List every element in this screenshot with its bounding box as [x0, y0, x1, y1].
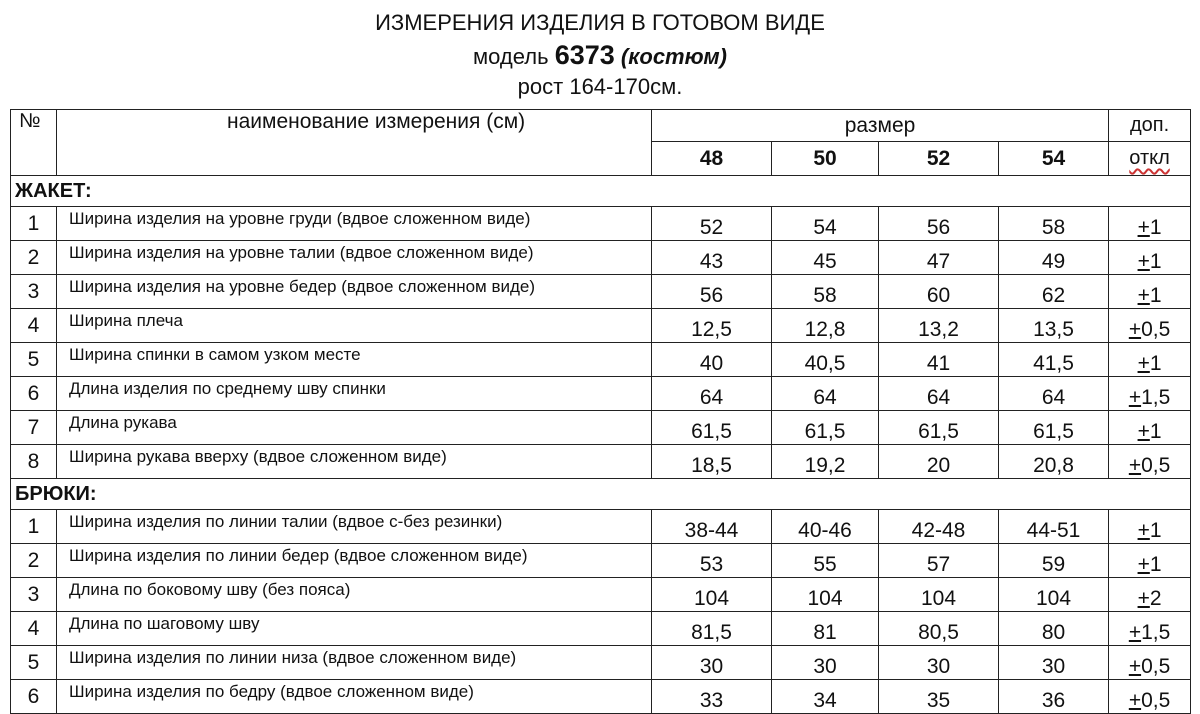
size-value-cell: 34	[772, 680, 879, 714]
row-number: 3	[11, 275, 57, 309]
size-value-cell: 61,5	[879, 411, 999, 445]
column-tolerance-header: доп.	[1109, 110, 1191, 142]
tolerance-value: 1	[1149, 284, 1162, 307]
size-value-cell: 20,8	[999, 445, 1109, 479]
size-value-cell: 20	[879, 445, 999, 479]
size-value-cell: 30	[879, 646, 999, 680]
size-value-cell: 61,5	[772, 411, 879, 445]
size-value-cell: 41,5	[999, 343, 1109, 377]
size-value-cell: 104	[879, 578, 999, 612]
table-row	[11, 411, 1191, 445]
section-title: ЖАКЕТ:	[11, 176, 1191, 207]
plus-minus-symbol: +	[1137, 250, 1150, 273]
plus-minus-symbol: +	[1137, 553, 1150, 576]
size-value-cell: 81,5	[652, 612, 772, 646]
size-value-cell: 58	[772, 275, 879, 309]
tolerance-cell	[1109, 411, 1191, 445]
plus-minus-symbol: +	[1128, 318, 1142, 341]
table-row	[11, 612, 1191, 646]
tolerance-cell	[1109, 241, 1191, 275]
size-value-cell: 45	[772, 241, 879, 275]
size-value-cell: 58	[999, 207, 1109, 241]
plus-minus-symbol: +	[1137, 352, 1150, 375]
size-value-cell: 40-46	[772, 510, 879, 544]
size-value-cell: 12,8	[772, 309, 879, 343]
tolerance-value: 1,5	[1141, 386, 1171, 409]
size-header: 50	[772, 142, 879, 176]
section-header-row	[11, 479, 1191, 510]
size-value-cell: 64	[772, 377, 879, 411]
column-size-header: размер	[652, 110, 1109, 142]
tolerance-cell	[1109, 207, 1191, 241]
row-number: 5	[11, 343, 57, 377]
size-value-cell: 80,5	[879, 612, 999, 646]
size-value-cell: 56	[879, 207, 999, 241]
tolerance-value: 1	[1149, 553, 1162, 576]
tolerance-cell	[1109, 510, 1191, 544]
plus-minus-symbol: +	[1137, 519, 1150, 542]
size-value-cell: 42-48	[879, 510, 999, 544]
plus-minus-symbol: +	[1137, 587, 1150, 610]
plus-minus-symbol: +	[1128, 689, 1142, 712]
measurement-name: Ширина изделия по линии низа (вдвое сложенном виде)	[57, 646, 652, 680]
document-title: ИЗМЕРЕНИЯ ИЗДЕЛИЯ В ГОТОВОМ ВИДЕ	[375, 10, 825, 35]
plus-minus-symbol: +	[1137, 284, 1150, 307]
section-title: БРЮКИ:	[11, 479, 1191, 510]
size-value-cell: 64	[879, 377, 999, 411]
size-value-cell: 30	[652, 646, 772, 680]
size-value-cell: 44-51	[999, 510, 1109, 544]
size-value-cell: 49	[999, 241, 1109, 275]
tolerance-cell	[1109, 680, 1191, 714]
tolerance-cell	[1109, 578, 1191, 612]
column-tolerance-subheader: откл	[1109, 142, 1191, 176]
height-range: рост 164-170см.	[517, 74, 683, 99]
measurement-name: Длина изделия по среднему шву спинки	[57, 377, 652, 411]
size-value-cell: 64	[652, 377, 772, 411]
tolerance-cell	[1109, 275, 1191, 309]
table-row	[11, 207, 1191, 241]
measurement-name: Ширина плеча	[57, 309, 652, 343]
tolerance-cell	[1109, 343, 1191, 377]
tolerance-value: 0,5	[1141, 454, 1171, 477]
size-value-cell: 38-44	[652, 510, 772, 544]
table-row	[11, 343, 1191, 377]
size-value-cell: 12,5	[652, 309, 772, 343]
plus-minus-symbol: +	[1137, 216, 1150, 239]
measurement-name: Ширина рукава вверху (вдвое сложенном виде)	[57, 445, 652, 479]
tolerance-value: 1	[1149, 216, 1162, 239]
size-value-cell: 19,2	[772, 445, 879, 479]
size-value-cell: 61,5	[999, 411, 1109, 445]
measurement-name: Ширина спинки в самом узком месте	[57, 343, 652, 377]
row-number: 6	[11, 680, 57, 714]
size-value-cell: 33	[652, 680, 772, 714]
size-value-cell: 47	[879, 241, 999, 275]
row-number: 8	[11, 445, 57, 479]
size-value-cell: 30	[999, 646, 1109, 680]
table-body	[11, 176, 1191, 714]
model-label: модель	[473, 44, 549, 69]
measurement-name: Ширина изделия по линии талии (вдвое с-без резинки)	[57, 510, 652, 544]
table-row	[11, 544, 1191, 578]
tolerance-value: 1	[1149, 352, 1162, 375]
row-number: 5	[11, 646, 57, 680]
tolerance-cell	[1109, 646, 1191, 680]
row-number: 2	[11, 544, 57, 578]
table-row	[11, 578, 1191, 612]
table-row	[11, 445, 1191, 479]
measurement-name: Ширина изделия по бедру (вдвое сложенном виде)	[57, 680, 652, 714]
size-value-cell: 43	[652, 241, 772, 275]
size-value-cell: 60	[879, 275, 999, 309]
row-number: 1	[11, 207, 57, 241]
size-value-cell: 104	[652, 578, 772, 612]
row-number: 4	[11, 309, 57, 343]
plus-minus-symbol: +	[1128, 655, 1142, 678]
row-number: 3	[11, 578, 57, 612]
table-row	[11, 646, 1191, 680]
tolerance-cell	[1109, 544, 1191, 578]
size-value-cell: 40	[652, 343, 772, 377]
size-value-cell: 53	[652, 544, 772, 578]
column-name-header: наименование измерения (см)	[57, 110, 652, 176]
section-header-row	[11, 176, 1191, 207]
size-value-cell: 30	[772, 646, 879, 680]
size-value-cell: 55	[772, 544, 879, 578]
tolerance-value: 0,5	[1141, 655, 1171, 678]
tolerance-cell	[1109, 309, 1191, 343]
row-number: 6	[11, 377, 57, 411]
document-header	[0, 8, 1200, 102]
tolerance-value: 0,5	[1141, 689, 1171, 712]
table-row	[11, 510, 1191, 544]
size-value-cell: 40,5	[772, 343, 879, 377]
measurement-name: Длина по боковому шву (без пояса)	[57, 578, 652, 612]
tolerance-cell	[1109, 612, 1191, 646]
size-value-cell: 104	[772, 578, 879, 612]
size-value-cell: 59	[999, 544, 1109, 578]
tolerance-cell	[1109, 377, 1191, 411]
plus-minus-symbol: +	[1128, 454, 1142, 477]
model-line	[0, 38, 1200, 72]
tolerance-value: 1	[1149, 250, 1162, 273]
tolerance-value: 1	[1149, 420, 1162, 443]
row-number: 2	[11, 241, 57, 275]
size-value-cell: 104	[999, 578, 1109, 612]
model-type: (костюм)	[620, 44, 727, 69]
size-value-cell: 64	[999, 377, 1109, 411]
measurement-name: Длина по шаговому шву	[57, 612, 652, 646]
tolerance-cell	[1109, 445, 1191, 479]
table-row	[11, 241, 1191, 275]
table-row	[11, 309, 1191, 343]
model-number: 6373	[554, 40, 615, 70]
tolerance-value: 1,5	[1141, 621, 1171, 644]
table-row	[11, 377, 1191, 411]
size-value-cell: 57	[879, 544, 999, 578]
size-value-cell: 36	[999, 680, 1109, 714]
size-value-cell: 81	[772, 612, 879, 646]
measurement-name: Ширина изделия на уровне груди (вдвое сложенном виде)	[57, 207, 652, 241]
measurement-name: Длина рукава	[57, 411, 652, 445]
plus-minus-symbol: +	[1128, 621, 1142, 644]
size-header: 54	[999, 142, 1109, 176]
measurement-name: Ширина изделия по линии бедер (вдвое сложенном виде)	[57, 544, 652, 578]
size-value-cell: 80	[999, 612, 1109, 646]
tolerance-value: 0,5	[1141, 318, 1171, 341]
size-header: 52	[879, 142, 999, 176]
measurement-name: Ширина изделия на уровне талии (вдвое сложенном виде)	[57, 241, 652, 275]
row-number: 7	[11, 411, 57, 445]
size-value-cell: 56	[652, 275, 772, 309]
plus-minus-symbol: +	[1137, 420, 1150, 443]
size-value-cell: 13,2	[879, 309, 999, 343]
table-row	[11, 680, 1191, 714]
size-value-cell: 18,5	[652, 445, 772, 479]
size-value-cell: 54	[772, 207, 879, 241]
row-number: 4	[11, 612, 57, 646]
size-value-cell: 41	[879, 343, 999, 377]
measurement-name: Ширина изделия на уровне бедер (вдвое сложенном виде)	[57, 275, 652, 309]
tolerance-value: 1	[1149, 519, 1162, 542]
size-value-cell: 52	[652, 207, 772, 241]
size-header: 48	[652, 142, 772, 176]
size-value-cell: 61,5	[652, 411, 772, 445]
plus-minus-symbol: +	[1128, 386, 1142, 409]
size-value-cell: 13,5	[999, 309, 1109, 343]
column-number-header: №	[11, 110, 57, 176]
tolerance-value: 2	[1149, 587, 1162, 610]
row-number: 1	[11, 510, 57, 544]
measurements-table	[10, 109, 1191, 714]
size-value-cell: 62	[999, 275, 1109, 309]
table-row	[11, 275, 1191, 309]
size-value-cell: 35	[879, 680, 999, 714]
